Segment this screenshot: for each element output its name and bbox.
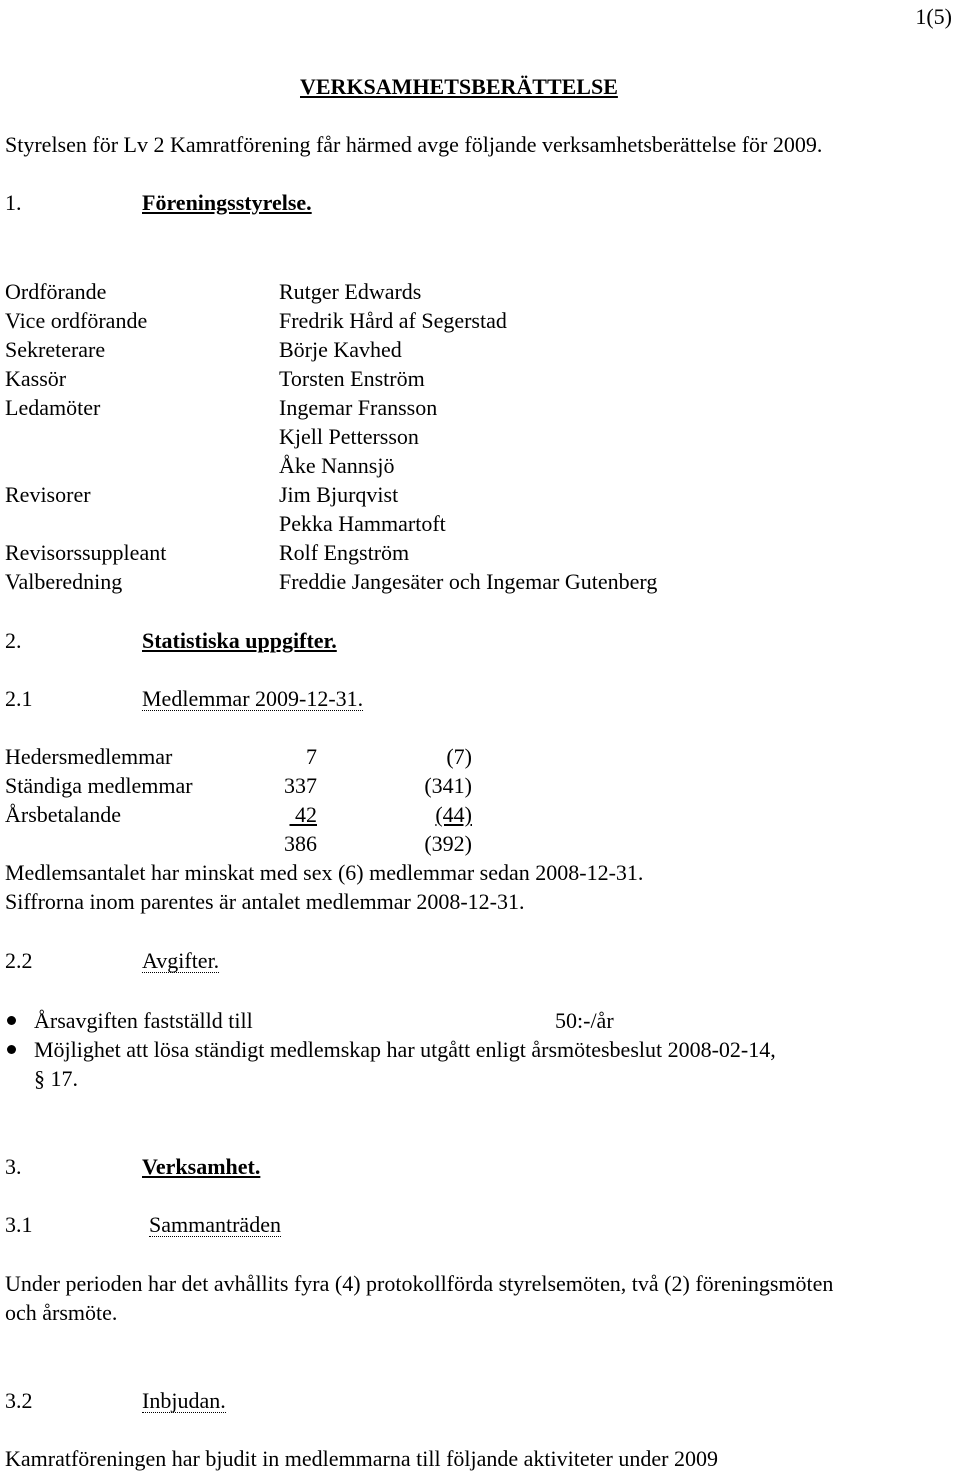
page-number: 1(5) (915, 4, 952, 29)
member-total-previous: (392) (424, 831, 472, 856)
section-3-2-number: 3.2 (5, 1388, 33, 1413)
board-name: Åke Nannsjö (279, 453, 395, 478)
section-1-title: Föreningsstyrelse. (142, 190, 312, 215)
member-count-previous: (44) (435, 802, 472, 827)
section-3-1-number: 3.1 (5, 1212, 33, 1237)
board-name: Pekka Hammartoft (279, 511, 446, 536)
board-role: Kassör (5, 366, 67, 391)
member-count-current: 7 (306, 744, 317, 769)
board-role: Ledamöter (5, 395, 101, 420)
fee-note-line: § 17. (34, 1066, 78, 1091)
member-category: Hedersmedlemmar (5, 744, 173, 769)
member-count-current: 42 (289, 802, 317, 827)
member-count-previous: (341) (424, 773, 472, 798)
board-role: Valberedning (5, 569, 123, 594)
section-2-2-number: 2.2 (5, 948, 33, 973)
meetings-paragraph-line: Under perioden har det avhållits fyra (4) protokollförda styrelsemöten, två (2) föreningsmöten (5, 1271, 834, 1296)
section-2-1-title: Medlemmar 2009-12-31. (142, 686, 364, 711)
section-1-number: 1. (5, 190, 22, 215)
document-title: VERKSAMHETSBERÄTTELSE (300, 74, 618, 99)
members-note: Siffrorna inom parentes är antalet medlemmar 2008-12-31. (5, 889, 525, 914)
board-role: Revisorssuppleant (5, 540, 167, 565)
bullet-icon (7, 1016, 16, 1025)
section-3-2-title: Inbjudan. (142, 1388, 226, 1413)
members-note: Medlemsantalet har minskat med sex (6) medlemmar sedan 2008-12-31. (5, 860, 644, 885)
invitation-paragraph: Kamratföreningen har bjudit in medlemmarna till följande aktiviteter under 2009 (5, 1446, 718, 1471)
section-3-1-title: Sammanträden (149, 1212, 281, 1237)
bullet-icon (7, 1045, 16, 1054)
member-category: Ständiga medlemmar (5, 773, 193, 798)
board-name: Kjell Pettersson (279, 424, 419, 449)
board-name: Jim Bjurqvist (279, 482, 399, 507)
board-role: Revisorer (5, 482, 91, 507)
board-name: Freddie Jangesäter och Ingemar Gutenberg (279, 569, 658, 594)
fee-label: Årsavgiften fastställd till (34, 1008, 253, 1033)
member-count-previous: (7) (446, 744, 472, 769)
board-role: Ordförande (5, 279, 107, 304)
board-name: Torsten Enström (279, 366, 425, 391)
board-name: Börje Kavhed (279, 337, 402, 362)
intro-paragraph: Styrelsen för Lv 2 Kamratförening får härmed avge följande verksamhetsberättelse för 2009. (5, 132, 823, 157)
section-3-title: Verksamhet. (142, 1154, 261, 1179)
board-name: Rutger Edwards (279, 279, 422, 304)
member-total-current: 386 (284, 831, 317, 856)
board-name: Ingemar Fransson (279, 395, 438, 420)
board-role: Sekreterare (5, 337, 106, 362)
section-2-2-title: Avgifter. (142, 948, 220, 973)
member-category: Årsbetalande (5, 802, 122, 827)
section-3-number: 3. (5, 1154, 22, 1179)
meetings-paragraph-line: och årsmöte. (5, 1300, 118, 1325)
fee-note-line: Möjlighet att lösa ständigt medlemskap har utgått enligt årsmötesbeslut 2008-02-14, (34, 1037, 776, 1062)
board-role: Vice ordförande (5, 308, 148, 333)
section-2-1-number: 2.1 (5, 686, 33, 711)
board-name: Fredrik Hård af Segerstad (279, 308, 507, 333)
section-2-title: Statistiska uppgifter. (142, 628, 337, 653)
member-count-current: 337 (284, 773, 317, 798)
fee-value: 50:-/år (555, 1008, 614, 1033)
section-2-number: 2. (5, 628, 22, 653)
board-name: Rolf Engström (279, 540, 410, 565)
